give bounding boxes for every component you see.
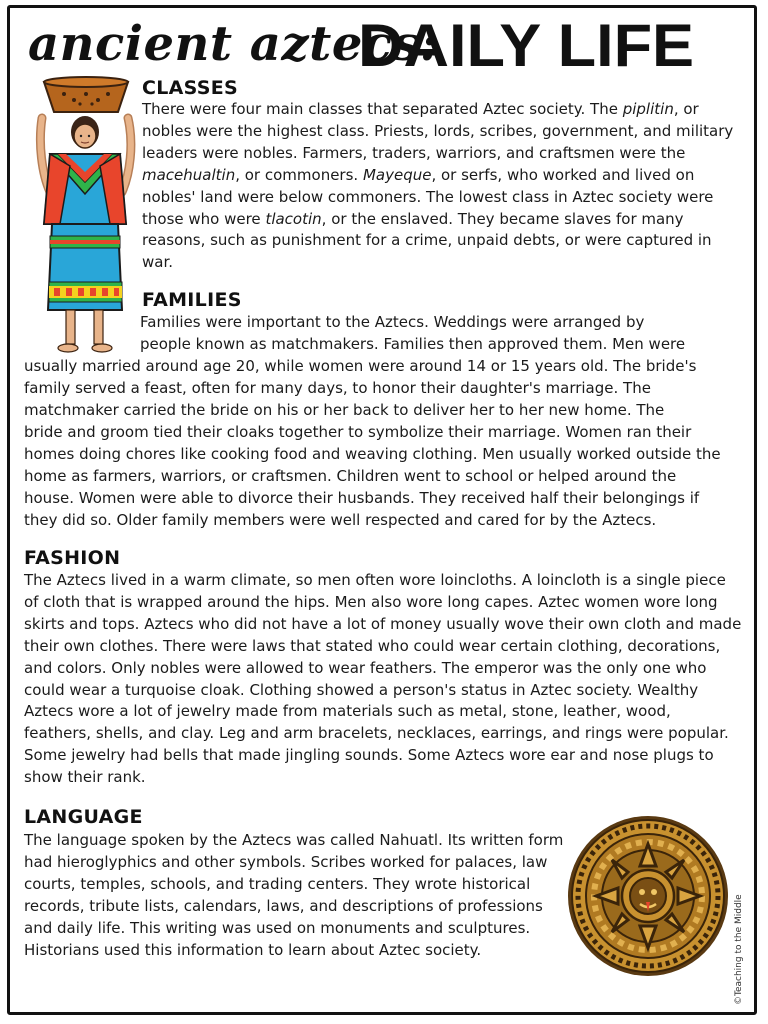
- title-bold: DAILY LIFE: [358, 12, 695, 79]
- language-paragraph: The language spoken by the Aztecs was called Nahuatl. Its written form had hieroglyphics and other symbols. Scribes worked for palaces, law courts, temples, schools, and trading centers. They wrote historical records, tribute lists, calendars, laws, and descriptions of professions and daily life. This writing was used on monuments and sculptures. Historians used this information to learn about Aztec society.: [24, 831, 564, 959]
- fashion-paragraph: The Aztecs lived in a warm climate, so men often wore loincloths. A loincloth is a single piece of cloth that is wrapped around the hips. Men also wore long capes. Aztec women wore long skirts and tops. Aztecs who did not have a lot of money usually wove their own cloth and made their own clothes. There were laws that stated who could wear certain clothing, decorations, and colors. Only nobles were allowed to wear feathers. The emperor was the only one who could wear a turquoise cloak. Clothing showed a person's status in Aztec society. Wealthy Aztecs wore a lot of jewelry made from materials such as metal, stone, leather, wood, feathers, shells, and clay. Leg and arm bracelets, necklaces, earrings, and rings were popular. Some jewelry had bells that made jingling sounds. Some Aztecs wore ear and nose plugs to show their rank.: [24, 571, 742, 787]
- classes-heading: CLASSES: [142, 77, 239, 99]
- classes-term-mayeque: Mayeque: [362, 165, 432, 184]
- classes-term-tlacotin: tlacotin: [265, 209, 322, 228]
- classes-text: , or nobles were the highest class. Priests, lords, scribes, government, and military leaders were nobles. Farmers, traders, warriors, and craftsmen were the: [142, 100, 734, 162]
- families-line: bride and groom tied their cloaks together to symbolize their marriage. Women ran their: [24, 423, 692, 441]
- classes-term-piplitin: piplitin: [622, 100, 674, 118]
- classes-term-macehualtin: macehualtin: [142, 165, 236, 184]
- aztec-woman-illustration: [30, 74, 142, 358]
- families-line: Families were important to the Aztecs. Weddings were arranged by: [140, 313, 645, 331]
- families-line: house. Women were able to divorce their husbands. They received half their belongings if: [24, 489, 700, 507]
- classes-text: There were four main classes that separated Aztec society. The: [142, 100, 623, 118]
- families-line: people known as matchmakers. Families then approved them. Men were: [140, 335, 686, 353]
- families-line: they did so. Older family members were well respected and cared for by the Aztecs.: [24, 511, 657, 529]
- families-line: family served a feast, often for many days, to honor their daughter's marriage. The: [24, 379, 651, 397]
- title-script: ancient aztecs:: [28, 16, 439, 72]
- aztec-sun-stone-icon: [566, 814, 730, 978]
- classes-text: , or commoners.: [235, 165, 363, 184]
- page-title: [28, 12, 748, 82]
- families-line: homes doing chores like cooking food and weaving clothing. Men usually worked outside the: [24, 445, 721, 463]
- classes-text: , or serfs, who worked and lived on nobles' land were below commoners. The lowest class in Aztec society were those who were: [142, 165, 714, 228]
- classes-paragraph: [142, 99, 742, 274]
- copyright-credit: ©Teaching to the Middle: [734, 894, 744, 1005]
- families-line: matchmaker carried the bride on his or her back to deliver her to her new home. The: [24, 401, 665, 419]
- fashion-heading: FASHION: [24, 547, 121, 569]
- families-line: usually married around age 20, while women were around 14 or 15 years old. The bride's: [24, 357, 697, 375]
- language-heading: LANGUAGE: [24, 806, 143, 828]
- families-heading: FAMILIES: [142, 289, 242, 311]
- families-line: home as farmers, warriors, or craftsmen. Children went to school or helped around the: [24, 467, 677, 485]
- classes-text: , or the enslaved. They became slaves for many reasons, such as punishment for a crime, unpaid debts, or were captured in war.: [142, 209, 712, 272]
